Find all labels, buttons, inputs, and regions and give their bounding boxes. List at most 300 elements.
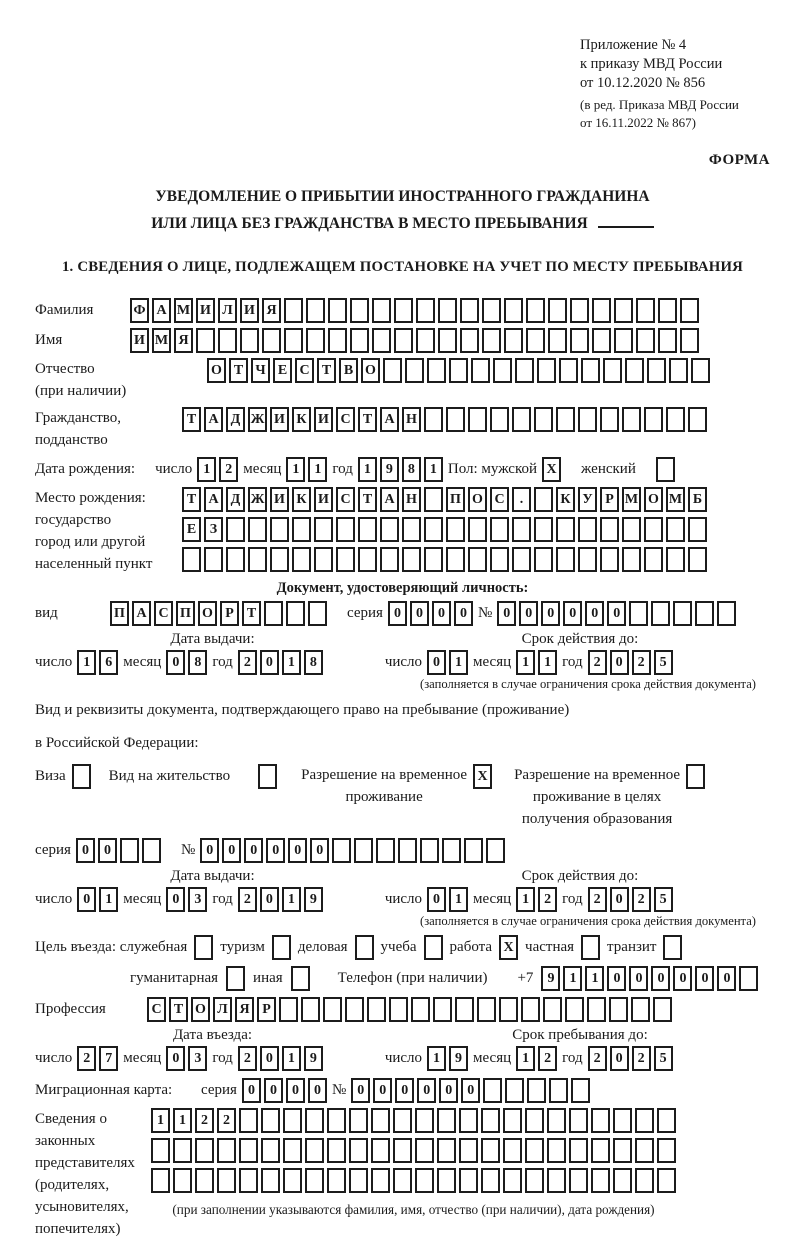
- char-box[interactable]: [248, 547, 267, 572]
- char-box[interactable]: [636, 298, 655, 323]
- char-box[interactable]: [717, 601, 736, 626]
- char-box[interactable]: [350, 298, 369, 323]
- char-box[interactable]: 0: [585, 601, 604, 626]
- char-box[interactable]: К: [292, 407, 311, 432]
- char-box[interactable]: [415, 1138, 434, 1163]
- char-box[interactable]: [415, 1108, 434, 1133]
- char-box[interactable]: [204, 547, 223, 572]
- char-box[interactable]: А: [380, 407, 399, 432]
- char-box[interactable]: 1: [449, 887, 468, 912]
- char-box[interactable]: О: [191, 997, 210, 1022]
- char-box[interactable]: [424, 547, 443, 572]
- char-box[interactable]: [490, 407, 509, 432]
- char-box[interactable]: О: [198, 601, 217, 626]
- char-box[interactable]: 0: [98, 838, 117, 863]
- char-box[interactable]: [613, 1168, 632, 1193]
- char-box[interactable]: [651, 601, 670, 626]
- char-box[interactable]: [308, 601, 327, 626]
- purpose-work-checkbox[interactable]: X: [499, 935, 518, 960]
- char-box[interactable]: 0: [244, 838, 263, 863]
- char-box[interactable]: [680, 328, 699, 353]
- char-box[interactable]: 0: [260, 650, 279, 675]
- char-box[interactable]: [666, 547, 685, 572]
- char-box[interactable]: Е: [182, 517, 201, 542]
- char-box[interactable]: 0: [260, 887, 279, 912]
- char-box[interactable]: 0: [166, 1046, 185, 1071]
- char-box[interactable]: 0: [439, 1078, 458, 1103]
- char-box[interactable]: Л: [213, 997, 232, 1022]
- char-box[interactable]: 1: [563, 966, 582, 991]
- char-box[interactable]: [120, 838, 139, 863]
- char-box[interactable]: [367, 997, 386, 1022]
- char-box[interactable]: [173, 1138, 192, 1163]
- char-box[interactable]: 0: [673, 966, 692, 991]
- char-box[interactable]: [636, 328, 655, 353]
- char-box[interactable]: [217, 1138, 236, 1163]
- char-box[interactable]: [504, 298, 523, 323]
- char-box[interactable]: 3: [188, 887, 207, 912]
- char-box[interactable]: [629, 601, 648, 626]
- char-box[interactable]: Р: [220, 601, 239, 626]
- char-box[interactable]: 1: [516, 887, 535, 912]
- char-box[interactable]: 0: [610, 650, 629, 675]
- temp-residence-checkbox[interactable]: X: [473, 764, 492, 789]
- char-box[interactable]: [173, 1168, 192, 1193]
- char-box[interactable]: [570, 328, 589, 353]
- char-box[interactable]: [350, 328, 369, 353]
- char-box[interactable]: [372, 298, 391, 323]
- char-box[interactable]: [438, 298, 457, 323]
- char-box[interactable]: [314, 517, 333, 542]
- char-box[interactable]: И: [314, 487, 333, 512]
- char-box[interactable]: 8: [188, 650, 207, 675]
- char-box[interactable]: М: [152, 328, 171, 353]
- char-box[interactable]: [393, 1168, 412, 1193]
- char-box[interactable]: [565, 997, 584, 1022]
- char-box[interactable]: В: [339, 358, 358, 383]
- char-box[interactable]: 0: [497, 601, 516, 626]
- char-box[interactable]: [688, 517, 707, 542]
- char-box[interactable]: [437, 1138, 456, 1163]
- char-box[interactable]: [688, 547, 707, 572]
- char-box[interactable]: [398, 838, 417, 863]
- char-box[interactable]: 0: [432, 601, 451, 626]
- char-box[interactable]: 0: [222, 838, 241, 863]
- char-box[interactable]: [503, 1168, 522, 1193]
- char-box[interactable]: [424, 487, 443, 512]
- sex-male-checkbox[interactable]: X: [542, 457, 561, 482]
- char-box[interactable]: 1: [585, 966, 604, 991]
- char-box[interactable]: 0: [388, 601, 407, 626]
- char-box[interactable]: 2: [632, 887, 651, 912]
- char-box[interactable]: [600, 517, 619, 542]
- char-box[interactable]: [739, 966, 758, 991]
- char-box[interactable]: [481, 1138, 500, 1163]
- char-box[interactable]: 0: [77, 887, 96, 912]
- char-box[interactable]: [635, 1168, 654, 1193]
- char-box[interactable]: [437, 1168, 456, 1193]
- char-box[interactable]: [591, 1138, 610, 1163]
- char-box[interactable]: М: [666, 487, 685, 512]
- char-box[interactable]: [521, 997, 540, 1022]
- char-box[interactable]: 2: [538, 887, 557, 912]
- char-box[interactable]: Я: [174, 328, 193, 353]
- char-box[interactable]: [483, 1078, 502, 1103]
- char-box[interactable]: [658, 298, 677, 323]
- char-box[interactable]: 1: [538, 650, 557, 675]
- char-box[interactable]: [512, 517, 531, 542]
- char-box[interactable]: 9: [304, 887, 323, 912]
- char-box[interactable]: 2: [195, 1108, 214, 1133]
- purpose-business-checkbox[interactable]: [355, 935, 374, 960]
- char-box[interactable]: 1: [282, 1046, 301, 1071]
- char-box[interactable]: Т: [169, 997, 188, 1022]
- char-box[interactable]: А: [204, 407, 223, 432]
- char-box[interactable]: [499, 997, 518, 1022]
- char-box[interactable]: И: [270, 487, 289, 512]
- char-box[interactable]: [669, 358, 688, 383]
- char-box[interactable]: [328, 328, 347, 353]
- char-box[interactable]: Е: [273, 358, 292, 383]
- char-box[interactable]: [446, 407, 465, 432]
- char-box[interactable]: [644, 547, 663, 572]
- char-box[interactable]: [666, 407, 685, 432]
- char-box[interactable]: [424, 407, 443, 432]
- char-box[interactable]: [459, 1108, 478, 1133]
- char-box[interactable]: [603, 358, 622, 383]
- char-box[interactable]: 2: [238, 650, 257, 675]
- char-box[interactable]: .: [512, 487, 531, 512]
- char-box[interactable]: 0: [607, 601, 626, 626]
- char-box[interactable]: 7: [99, 1046, 118, 1071]
- char-box[interactable]: [380, 517, 399, 542]
- char-box[interactable]: [182, 547, 201, 572]
- char-box[interactable]: У: [578, 487, 597, 512]
- char-box[interactable]: Ж: [248, 487, 267, 512]
- char-box[interactable]: [695, 601, 714, 626]
- char-box[interactable]: 0: [607, 966, 626, 991]
- char-box[interactable]: [262, 328, 281, 353]
- char-box[interactable]: [459, 1168, 478, 1193]
- char-box[interactable]: 1: [308, 457, 327, 482]
- char-box[interactable]: [264, 601, 283, 626]
- char-box[interactable]: 1: [286, 457, 305, 482]
- char-box[interactable]: [503, 1138, 522, 1163]
- char-box[interactable]: [658, 328, 677, 353]
- char-box[interactable]: А: [380, 487, 399, 512]
- char-box[interactable]: [394, 328, 413, 353]
- char-box[interactable]: 9: [541, 966, 560, 991]
- char-box[interactable]: 0: [717, 966, 736, 991]
- char-box[interactable]: 1: [516, 1046, 535, 1071]
- char-box[interactable]: [446, 517, 465, 542]
- char-box[interactable]: [570, 298, 589, 323]
- char-box[interactable]: [591, 1108, 610, 1133]
- char-box[interactable]: Ч: [251, 358, 270, 383]
- char-box[interactable]: [471, 358, 490, 383]
- char-box[interactable]: [345, 997, 364, 1022]
- purpose-study-checkbox[interactable]: [424, 935, 443, 960]
- char-box[interactable]: [578, 407, 597, 432]
- sex-female-checkbox[interactable]: [656, 457, 675, 482]
- char-box[interactable]: [647, 358, 666, 383]
- char-box[interactable]: [284, 328, 303, 353]
- char-box[interactable]: [323, 997, 342, 1022]
- char-box[interactable]: 0: [427, 650, 446, 675]
- char-box[interactable]: [549, 1078, 568, 1103]
- char-box[interactable]: [559, 358, 578, 383]
- char-box[interactable]: И: [240, 298, 259, 323]
- purpose-humanitarian-checkbox[interactable]: [226, 966, 245, 991]
- char-box[interactable]: [411, 997, 430, 1022]
- char-box[interactable]: [416, 328, 435, 353]
- char-box[interactable]: [442, 838, 461, 863]
- char-box[interactable]: [446, 547, 465, 572]
- char-box[interactable]: [279, 997, 298, 1022]
- char-box[interactable]: [622, 547, 641, 572]
- char-box[interactable]: [556, 517, 575, 542]
- char-box[interactable]: 6: [99, 650, 118, 675]
- char-box[interactable]: [195, 1138, 214, 1163]
- char-box[interactable]: Т: [358, 407, 377, 432]
- char-box[interactable]: [657, 1108, 676, 1133]
- char-box[interactable]: [591, 1168, 610, 1193]
- char-box[interactable]: [526, 328, 545, 353]
- char-box[interactable]: П: [110, 601, 129, 626]
- char-box[interactable]: [248, 517, 267, 542]
- char-box[interactable]: 5: [654, 650, 673, 675]
- char-box[interactable]: [468, 517, 487, 542]
- char-box[interactable]: [415, 1168, 434, 1193]
- char-box[interactable]: О: [361, 358, 380, 383]
- char-box[interactable]: [217, 1168, 236, 1193]
- char-box[interactable]: С: [336, 407, 355, 432]
- char-box[interactable]: [534, 517, 553, 542]
- char-box[interactable]: [218, 328, 237, 353]
- char-box[interactable]: [402, 517, 421, 542]
- char-box[interactable]: [239, 1138, 258, 1163]
- char-box[interactable]: 0: [629, 966, 648, 991]
- char-box[interactable]: [490, 517, 509, 542]
- char-box[interactable]: [657, 1138, 676, 1163]
- char-box[interactable]: 0: [288, 838, 307, 863]
- char-box[interactable]: О: [644, 487, 663, 512]
- char-box[interactable]: К: [556, 487, 575, 512]
- char-box[interactable]: [327, 1168, 346, 1193]
- char-box[interactable]: [543, 997, 562, 1022]
- char-box[interactable]: Д: [226, 487, 245, 512]
- char-box[interactable]: 1: [173, 1108, 192, 1133]
- char-box[interactable]: [512, 407, 531, 432]
- char-box[interactable]: [534, 407, 553, 432]
- char-box[interactable]: 5: [654, 887, 673, 912]
- char-box[interactable]: Н: [402, 487, 421, 512]
- char-box[interactable]: 1: [197, 457, 216, 482]
- char-box[interactable]: 1: [424, 457, 443, 482]
- char-box[interactable]: [239, 1168, 258, 1193]
- char-box[interactable]: [358, 547, 377, 572]
- char-box[interactable]: С: [154, 601, 173, 626]
- char-box[interactable]: [306, 298, 325, 323]
- char-box[interactable]: И: [196, 298, 215, 323]
- char-box[interactable]: 1: [516, 650, 535, 675]
- char-box[interactable]: 2: [217, 1108, 236, 1133]
- char-box[interactable]: [609, 997, 628, 1022]
- char-box[interactable]: [393, 1138, 412, 1163]
- char-box[interactable]: [622, 517, 641, 542]
- char-box[interactable]: [336, 517, 355, 542]
- char-box[interactable]: [460, 328, 479, 353]
- char-box[interactable]: [548, 298, 567, 323]
- char-box[interactable]: [592, 328, 611, 353]
- char-box[interactable]: [625, 358, 644, 383]
- char-box[interactable]: [556, 407, 575, 432]
- char-box[interactable]: 0: [610, 1046, 629, 1071]
- char-box[interactable]: [515, 358, 534, 383]
- char-box[interactable]: [622, 407, 641, 432]
- char-box[interactable]: 9: [449, 1046, 468, 1071]
- char-box[interactable]: [151, 1168, 170, 1193]
- char-box[interactable]: С: [336, 487, 355, 512]
- char-box[interactable]: [283, 1168, 302, 1193]
- visa-checkbox[interactable]: [72, 764, 91, 789]
- char-box[interactable]: И: [314, 407, 333, 432]
- char-box[interactable]: 2: [238, 1046, 257, 1071]
- char-box[interactable]: [371, 1138, 390, 1163]
- char-box[interactable]: 8: [402, 457, 421, 482]
- char-box[interactable]: [459, 1138, 478, 1163]
- char-box[interactable]: [571, 1078, 590, 1103]
- char-box[interactable]: [548, 328, 567, 353]
- purpose-private-checkbox[interactable]: [581, 935, 600, 960]
- char-box[interactable]: [327, 1138, 346, 1163]
- temp-residence-edu-checkbox[interactable]: [686, 764, 705, 789]
- char-box[interactable]: [389, 997, 408, 1022]
- char-box[interactable]: [504, 328, 523, 353]
- char-box[interactable]: [631, 997, 650, 1022]
- char-box[interactable]: 1: [99, 887, 118, 912]
- char-box[interactable]: [482, 298, 501, 323]
- char-box[interactable]: [653, 997, 672, 1022]
- char-box[interactable]: А: [204, 487, 223, 512]
- char-box[interactable]: [477, 997, 496, 1022]
- char-box[interactable]: Т: [242, 601, 261, 626]
- char-box[interactable]: Я: [235, 997, 254, 1022]
- char-box[interactable]: 2: [632, 1046, 651, 1071]
- char-box[interactable]: 0: [373, 1078, 392, 1103]
- char-box[interactable]: О: [468, 487, 487, 512]
- char-box[interactable]: 0: [461, 1078, 480, 1103]
- char-box[interactable]: [327, 1108, 346, 1133]
- char-box[interactable]: [578, 547, 597, 572]
- char-box[interactable]: 0: [264, 1078, 283, 1103]
- char-box[interactable]: [292, 517, 311, 542]
- char-box[interactable]: [358, 517, 377, 542]
- char-box[interactable]: [569, 1168, 588, 1193]
- char-box[interactable]: П: [446, 487, 465, 512]
- char-box[interactable]: [372, 328, 391, 353]
- char-box[interactable]: 0: [695, 966, 714, 991]
- char-box[interactable]: 9: [304, 1046, 323, 1071]
- char-box[interactable]: [328, 298, 347, 323]
- char-box[interactable]: [420, 838, 439, 863]
- char-box[interactable]: А: [132, 601, 151, 626]
- char-box[interactable]: 0: [260, 1046, 279, 1071]
- char-box[interactable]: [292, 547, 311, 572]
- char-box[interactable]: [349, 1168, 368, 1193]
- char-box[interactable]: Т: [182, 407, 201, 432]
- char-box[interactable]: [525, 1108, 544, 1133]
- char-box[interactable]: [464, 838, 483, 863]
- char-box[interactable]: [283, 1138, 302, 1163]
- char-box[interactable]: 0: [166, 887, 185, 912]
- char-box[interactable]: 9: [380, 457, 399, 482]
- char-box[interactable]: 2: [632, 650, 651, 675]
- char-box[interactable]: [286, 601, 305, 626]
- char-box[interactable]: С: [147, 997, 166, 1022]
- char-box[interactable]: 0: [166, 650, 185, 675]
- char-box[interactable]: 0: [200, 838, 219, 863]
- char-box[interactable]: 1: [358, 457, 377, 482]
- char-box[interactable]: [600, 407, 619, 432]
- residence-permit-checkbox[interactable]: [258, 764, 277, 789]
- char-box[interactable]: [283, 1108, 302, 1133]
- char-box[interactable]: 2: [238, 887, 257, 912]
- char-box[interactable]: [349, 1138, 368, 1163]
- char-box[interactable]: 2: [538, 1046, 557, 1071]
- char-box[interactable]: [644, 407, 663, 432]
- purpose-official-checkbox[interactable]: [194, 935, 213, 960]
- char-box[interactable]: [402, 547, 421, 572]
- char-box[interactable]: 0: [563, 601, 582, 626]
- char-box[interactable]: [547, 1138, 566, 1163]
- char-box[interactable]: 0: [651, 966, 670, 991]
- char-box[interactable]: [644, 517, 663, 542]
- char-box[interactable]: [394, 298, 413, 323]
- char-box[interactable]: [592, 298, 611, 323]
- char-box[interactable]: 0: [310, 838, 329, 863]
- char-box[interactable]: П: [176, 601, 195, 626]
- char-box[interactable]: [226, 517, 245, 542]
- char-box[interactable]: [481, 1168, 500, 1193]
- char-box[interactable]: 0: [351, 1078, 370, 1103]
- char-box[interactable]: 0: [541, 601, 560, 626]
- char-box[interactable]: [349, 1108, 368, 1133]
- char-box[interactable]: [486, 838, 505, 863]
- char-box[interactable]: 0: [417, 1078, 436, 1103]
- char-box[interactable]: [460, 298, 479, 323]
- char-box[interactable]: Т: [317, 358, 336, 383]
- char-box[interactable]: [437, 1108, 456, 1133]
- char-box[interactable]: [240, 328, 259, 353]
- char-box[interactable]: М: [174, 298, 193, 323]
- purpose-tourism-checkbox[interactable]: [272, 935, 291, 960]
- char-box[interactable]: [468, 407, 487, 432]
- char-box[interactable]: [691, 358, 710, 383]
- char-box[interactable]: [284, 298, 303, 323]
- char-box[interactable]: 1: [77, 650, 96, 675]
- char-box[interactable]: 0: [427, 887, 446, 912]
- char-box[interactable]: [534, 487, 553, 512]
- char-box[interactable]: [657, 1168, 676, 1193]
- char-box[interactable]: [455, 997, 474, 1022]
- char-box[interactable]: [493, 358, 512, 383]
- char-box[interactable]: И: [130, 328, 149, 353]
- char-box[interactable]: [547, 1168, 566, 1193]
- char-box[interactable]: [371, 1108, 390, 1133]
- char-box[interactable]: [371, 1168, 390, 1193]
- char-box[interactable]: Ф: [130, 298, 149, 323]
